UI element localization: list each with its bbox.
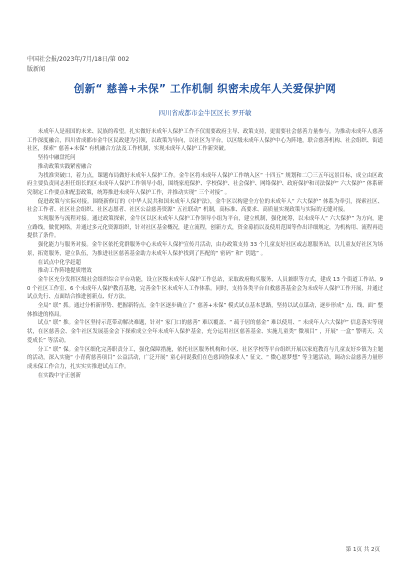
publication-header xyxy=(27,55,129,75)
section-subheading-1: 推动政策实践紧密融合 xyxy=(37,163,92,170)
article-author: 四川省成都市金牛区区长 罗开敏 xyxy=(158,109,252,117)
paragraph: 为找准突破口，着力点，课题布局做好未成年人保护工作。金牛区将未成年人保护工作纳入区“ 十四五” 规划和二〇三五年远景目标，成立由区政府主要负责同志担任组长的区未成年人保护工作领导小组，围绕家庭保护、学校保护、社会保护、网络保护、政府保护和司法保护“ 六大保护” 体系研究制定工作要点和配套政策，统筹推进未成年人保护工作，并推动实现“ 三个对接” 。 xyxy=(27,172,383,196)
paragraph: 全局“ 联” 抓。通过分析新形势、把握新特点，金牛区逐步确立了“ 慈善+未保” 模式试点基本思路，坚持以试点谋动，逐步形成“ 点、线、面” 整体推进的格局。 xyxy=(27,303,383,318)
section-heading-1: 坚持中融盘托问 xyxy=(37,155,76,162)
section-subheading-2: 推动工作阵地提质增效 xyxy=(37,268,92,275)
article-body xyxy=(27,128,383,380)
paragraph: 分工“ 联” 保。金牛区细化完善职责分工，强化保障措施，依托社区服务机构和小区、社区学校等平台组织开展以家庭教育与儿童友好乡镇为主题的活动，深入实施“ 小青荷慈善项目” 公益活动，广泛开展“ 童心同说我们在色慈因伪保求人” 征文、“ 微心愿梦想” 等主题活动，调动公益慈善力量形成未保工作合力，扎实实实推进试点工作。 xyxy=(27,346,383,370)
header-line-1: 中国社会报/2023年/7月/18日/第 002 xyxy=(27,56,130,63)
paragraph: 强化能力与服务对接。金牛区依托党群服务中心未成年人保护宣传月活动，由办政策支持 33 个儿童友好社区或志愿服务站，以儿童友好社区为场景，拓宽服务，建立队伍，为推进社区慈善基金助力未成年人保护找到了匹配的“ 密码” 和“ 钥匙” 。 xyxy=(27,242,383,257)
paragraph: 试点“ 联” 推。金牛区坚持示范带动解决难题，针对“ 家门口的慈善” 难以覆盖、“ 疏于居的慈金” 难以使用、“ 未成年人六大保护” 信息落实等现状，在区慈善会、金牛社区发展基金会下探索成立全年未成年人保护基金，充分运用社区慈善基金、实施儿童类“ 微项目” ，开展“ 一盒” 警明天、关爱成长” 等活动。 xyxy=(27,320,383,344)
section-heading-2: 在试点中化学赶超 xyxy=(37,259,81,266)
paragraph: 金牛区充分发挥区级社会组织综合平台功能，设立区级未成年人保护工作总站，采取政府购买服务、人员兼职等方式，建成 13 个街道工作站、90 个社区工作室、6 个未成年人保护教育基地，完善金牛区未成年人工作体系。同时，支持各类平台自救慈善基金会为未成年人保护工作开展，并通过试点先行、点面结合推进创新点、好方法。 xyxy=(27,276,383,301)
paragraph: 促进政策与实际对接。围绕新修订的《中华人民共和国未成年人保护法》，金牛区以构建全方位的未成年人“ 六大保护” 体系为牵引，探索社区、社会工作者、社区社会组织、社区志愿者、社区公益慈善资源“ 五社联动” 机制，高标准、高要求、高质量实现政策与实际的无缝对接。 xyxy=(27,198,383,214)
paragraph: 实现服务与流程对接。通过政策探索，金牛区以区未成年人保护工作领导小组为平台，建立机制，强化统筹，以未成年人“ 六大保护” 为方向，建立路线，做优网络，并通过多元化资源组织，针对社区基金概况，建立流程，创新方式，资金募捐以及使用范围等作出详细规定，为机构用、流程再造提供了条件。 xyxy=(27,216,383,240)
article-title: 创新“ 慈善+未保” 工作机制 织密未成年人关爱保护网 xyxy=(73,83,337,95)
paragraph-intro: 未成年人是祖国的未来、民族的希望。扎实做好未成年人保护工作不仅需要政府主导、政策支持，更需要社会慈善力量参与。为推动未成年人慈善工作深度融合，四川省成都市金牛区民政建为引领，以政策为导向，以社区为平台，以区级未成年人保护中心为阵地，联合慈善机构、社会组织、街道社区，探索“ 慈善+未保” 有机融合方法及工作机制，实现未成年人保护工作新突破。 xyxy=(27,129,383,153)
page-number: 第 1页 共 2页 xyxy=(345,547,380,553)
section-heading-3: 在实践中守正创新 xyxy=(37,372,81,379)
header-line-2: 版新闻 xyxy=(27,66,46,73)
